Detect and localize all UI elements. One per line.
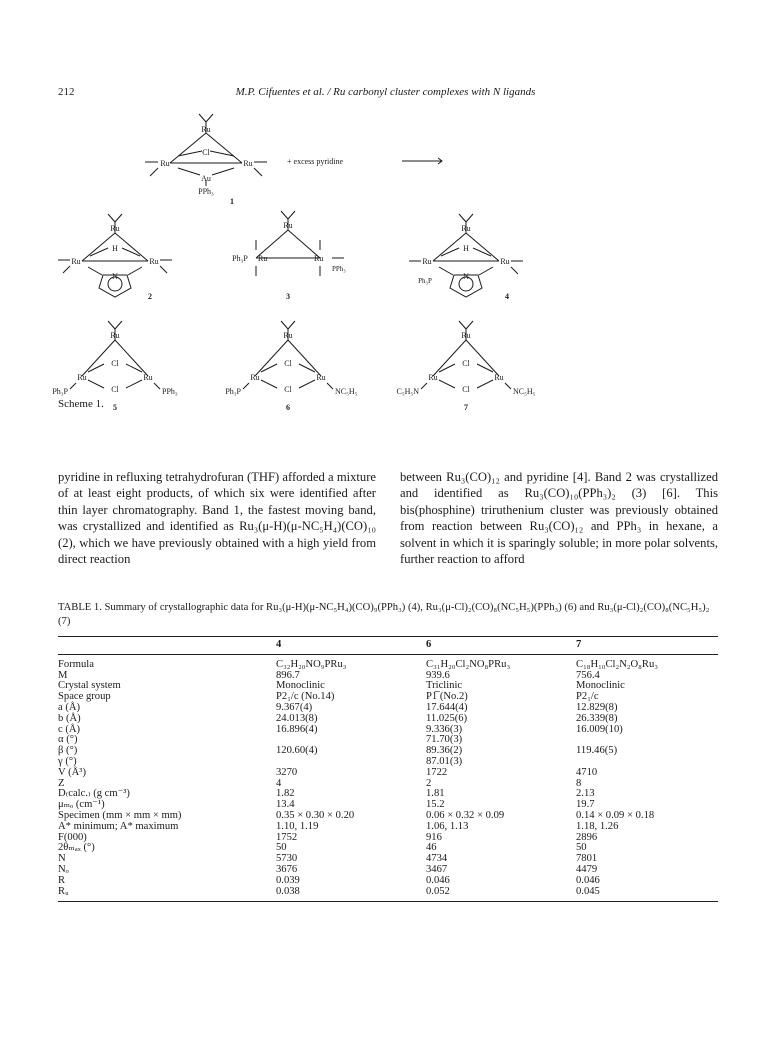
parameter-label-cell: α (°) <box>58 734 78 746</box>
parameter-value-cell: 87.01(3) <box>426 755 463 767</box>
parameter-value-cell: 4734 <box>426 853 448 865</box>
table-row <box>58 789 718 800</box>
ph3p-label: Ph₃P <box>52 387 68 396</box>
parameter-value-cell: 50 <box>276 842 287 854</box>
parameter-label-cell: b (Å) <box>58 712 81 724</box>
ru-atom-label: Ru <box>461 224 471 233</box>
table-row <box>58 692 718 703</box>
parameter-label-cell: Formula <box>58 658 94 670</box>
parameter-value-cell: 5730 <box>276 853 298 865</box>
ru-atom-label: Ru <box>143 373 153 382</box>
parameter-value-cell: 50 <box>576 842 587 854</box>
parameter-value-cell: 8 <box>576 777 582 789</box>
ru-atom-label: Ru <box>422 257 432 266</box>
parameter-label-cell: Nₒ <box>58 863 69 875</box>
parameter-value-cell: 2 <box>426 777 432 789</box>
parameter-label-cell: F(000) <box>58 831 87 843</box>
parameter-label-cell: A* minimum; A* maximum <box>58 820 179 832</box>
parameter-value-cell: C₁₈H₁₀Cl₂N₂O₈Ru₃ <box>576 658 658 670</box>
reagent-label: + excess pyridine <box>287 157 344 166</box>
parameter-value-cell: 7801 <box>576 853 598 865</box>
parameter-value-cell: 0.35 × 0.30 × 0.20 <box>276 809 355 821</box>
parameter-value-cell: 2.13 <box>576 788 595 800</box>
parameter-value-cell: 1722 <box>426 766 448 778</box>
c5h5n-label: C₅H₅N <box>396 387 419 396</box>
parameter-value-cell <box>576 757 718 768</box>
parameter-label-cell: c (Å) <box>58 723 81 735</box>
parameter-value-cell: 17.644(4) <box>426 701 468 713</box>
parameter-value-cell: 0.046 <box>426 874 450 886</box>
cl-atom-label: Cl <box>284 385 292 394</box>
table-row <box>58 833 718 844</box>
ru-atom-label: Ru <box>110 224 120 233</box>
parameter-value-cell: 46 <box>426 842 437 854</box>
parameter-value-cell: 0.06 × 0.32 × 0.09 <box>426 809 505 821</box>
parameter-value-cell: 13.4 <box>276 799 295 811</box>
page-number: 212 <box>58 86 75 98</box>
parameter-value-cell: 16.009(10) <box>576 723 623 735</box>
table-row <box>58 757 718 768</box>
parameter-value-cell: C₃₂H₂₀NO₉PRu₃ <box>276 658 347 670</box>
table-row <box>58 865 718 876</box>
parameter-value-cell: 4479 <box>576 863 598 875</box>
parameter-value-cell: 4710 <box>576 766 598 778</box>
parameter-value-cell: 9.367(4) <box>276 701 313 713</box>
ru-atom-label: Ru <box>428 373 438 382</box>
scheme-caption: Scheme 1. <box>58 398 104 410</box>
parameter-value-cell: 1.81 <box>426 788 445 800</box>
ru-atom-label: Ru <box>149 257 159 266</box>
table-row <box>58 887 718 902</box>
cl-atom-label: Cl <box>111 359 119 368</box>
parameter-value-cell: 1.10, 1.19 <box>276 820 319 832</box>
parameter-label-cell: Z <box>58 777 65 789</box>
table-row <box>58 654 718 670</box>
table-row <box>58 714 718 725</box>
table-row <box>58 735 718 746</box>
parameter-value-cell: P1̅ (No.2) <box>426 691 468 703</box>
nc5h5-label: NC₅H₅ <box>335 387 358 396</box>
parameter-value-cell: 12.829(8) <box>576 701 618 713</box>
parameter-label-cell: γ (°) <box>58 755 77 767</box>
pph3-label: PPh₃ <box>332 265 346 273</box>
parameter-value-cell: 896.7 <box>276 669 300 681</box>
parameter-value-cell: Monoclinic <box>576 680 625 692</box>
cl-atom-label: Cl <box>462 385 470 394</box>
ru-atom-label: Ru <box>316 373 326 382</box>
ru-atom-label: Ru <box>494 373 504 382</box>
pph3-label: PPh₃ <box>198 187 214 196</box>
parameter-value-cell: 2896 <box>576 831 598 843</box>
table-row <box>58 703 718 714</box>
parameter-value-cell: 939.6 <box>426 669 450 681</box>
ru-atom-label: Ru <box>250 373 260 382</box>
parameter-value-cell <box>276 757 426 768</box>
parameter-label-cell: Space group <box>58 691 111 703</box>
parameter-value-cell: 71.70(3) <box>426 734 463 746</box>
ru-atom-label: Ru <box>258 254 268 263</box>
parameter-value-cell: 24.013(8) <box>276 712 318 724</box>
ru-atom-label: Ru <box>243 159 253 168</box>
pph3-label: PPh₃ <box>162 387 178 396</box>
running-title: M.P. Cifuentes et al. / Ru carbonyl cluster complexes with N ligands <box>235 86 536 98</box>
parameter-label-cell: Crystal system <box>58 680 121 692</box>
ru-atom-label: Ru <box>461 331 471 340</box>
h-atom-label: H <box>112 244 118 253</box>
parameter-value-cell: 15.2 <box>426 799 445 811</box>
ru-atom-label: Ru <box>110 331 120 340</box>
parameter-value-cell: 3270 <box>276 766 298 778</box>
parameter-value-cell: 0.045 <box>576 887 718 902</box>
column-header <box>58 637 276 655</box>
scheme-diagram <box>0 0 779 420</box>
parameter-value-cell: C₃₁H₂₀Cl₂NO₈PRu₃ <box>426 658 511 670</box>
table-row <box>58 876 718 887</box>
parameter-value-cell: Triclinic <box>426 680 463 692</box>
parameter-value-cell: 1.18, 1.26 <box>576 820 619 832</box>
parameter-value-cell: 0.039 <box>276 874 300 886</box>
parameter-value-cell: 9.336(3) <box>426 723 463 735</box>
compound-number: 6 <box>286 403 290 412</box>
compound-number: 5 <box>113 403 117 412</box>
crystallographic-data-table <box>58 636 718 902</box>
nc5h5-label: NC₅H₅ <box>513 387 536 396</box>
parameter-value-cell: 4 <box>276 777 282 789</box>
ph3p-label: Ph₃P <box>225 387 241 396</box>
cl-atom-label: Cl <box>284 359 292 368</box>
ph3p-label: Ph₃P <box>418 277 432 285</box>
n-atom-label: N <box>463 272 469 281</box>
compound-number: 4 <box>505 292 509 301</box>
parameter-value-cell: Monoclinic <box>276 680 325 692</box>
parameter-value-cell: 89.36(2) <box>426 745 463 757</box>
parameter-label-cell: D₍calc.₎ (g cm⁻³) <box>58 788 130 800</box>
parameter-value-cell: 0.052 <box>426 887 576 902</box>
n-atom-label: N <box>112 272 118 281</box>
table-row <box>58 779 718 790</box>
parameter-value-cell: 11.025(6) <box>426 712 468 724</box>
body-text-right-column: between Ru₃(CO)₁₂ and pyridine [4]. Band 2 was crystallized and identified as Ru₃(CO)₁₀(PPh₃)₂ (3) [6]. This bis(phosphine) triruthenium cluster was previously obtained from reaction between Ru₃(CO)₁₂ and PPh₃ in hexane, a solvent in which it is sparingly soluble; in more polar solvents, further reaction to afford <box>400 470 718 567</box>
parameter-value-cell: 1.06, 1.13 <box>426 820 469 832</box>
ru-atom-label: Ru <box>71 257 81 266</box>
column-header: 7 <box>576 637 718 655</box>
au-atom-label: Au <box>201 174 211 183</box>
h-atom-label: H <box>463 244 469 253</box>
parameter-value-cell: 756.4 <box>576 669 600 681</box>
table-row <box>58 768 718 779</box>
ru-atom-label: Ru <box>77 373 87 382</box>
parameter-label-cell: 2θₘₐₓ (°) <box>58 842 95 854</box>
parameter-label-cell: R <box>58 874 66 886</box>
table-row <box>58 843 718 854</box>
table-row <box>58 725 718 736</box>
parameter-value-cell: 1.82 <box>276 788 295 800</box>
compound-number: 2 <box>148 292 152 301</box>
compound-number: 1 <box>230 197 234 206</box>
table-row <box>58 854 718 865</box>
table-row <box>58 822 718 833</box>
parameter-value-cell: 0.038 <box>276 887 426 902</box>
parameter-value-cell: 119.46(5) <box>576 745 618 757</box>
parameter-value-cell: 3467 <box>426 863 448 875</box>
ru-atom-label: Ru <box>283 221 293 230</box>
table-body <box>58 654 718 902</box>
parameter-label-cell: μₘₒ (cm⁻¹) <box>58 799 105 811</box>
parameter-value-cell: 19.7 <box>576 799 595 811</box>
ru-atom-label: Ru <box>160 159 170 168</box>
parameter-value-cell: 916 <box>426 831 442 843</box>
table-caption: TABLE 1. Summary of crystallographic data for Ru₃(μ-H)(μ-NC₅H₄)(CO)₉(PPh₃) (4), Ru₃(μ-Cl)₂(CO)₈(NC₅H₅)(PPh₃) (6) and Ru₃(μ-Cl)₂(CO)₈(NC₅H₅)₂ (7) <box>58 602 710 627</box>
ru-atom-label: Ru <box>500 257 510 266</box>
table-header-row <box>58 637 718 655</box>
parameter-label-cell: V (Å³) <box>58 766 86 778</box>
body-text-left-column: pyridine in refluxing tetrahydrofuran (THF) afforded a mixture of at least eight products, of which six were identified after thin layer chromatography. Band 1, the fastest moving band, was crystallized and identified as Ru₃(μ-H)(μ-NC₅H₄)(CO)₁₀ (2), which we have previously obtained with a high yield from direct reaction <box>58 470 376 567</box>
cl-atom-label: Cl <box>462 359 470 368</box>
column-header: 4 <box>276 637 426 655</box>
parameter-label-cell: β (°) <box>58 745 78 757</box>
table-row <box>58 746 718 757</box>
parameter-value-cell: P2₁/c (No.14) <box>276 691 335 703</box>
cl-atom-label: Cl <box>202 148 210 157</box>
ru-atom-label: Ru <box>283 331 293 340</box>
parameter-value-cell: 1752 <box>276 831 298 843</box>
parameter-label-cell: M <box>58 669 68 681</box>
ru-atom-label: Ru <box>201 125 211 134</box>
compound-number: 7 <box>464 403 468 412</box>
parameter-label-cell: Rᵤ <box>58 887 276 902</box>
parameter-value-cell: 26.339(8) <box>576 712 618 724</box>
compound-number: 3 <box>286 292 290 301</box>
column-header: 6 <box>426 637 576 655</box>
parameter-value-cell: 120.60(4) <box>276 745 318 757</box>
parameter-label-cell: a (Å) <box>58 701 81 713</box>
parameter-value-cell: 16.896(4) <box>276 723 318 735</box>
table-row <box>58 681 718 692</box>
parameter-value-cell: P2₁/c <box>576 691 599 703</box>
parameter-value-cell: 0.14 × 0.09 × 0.18 <box>576 809 655 821</box>
cl-atom-label: Cl <box>111 385 119 394</box>
parameter-value-cell: 3676 <box>276 863 298 875</box>
parameter-value-cell: 0.046 <box>576 874 600 886</box>
ph3p-label: Ph₃P <box>232 254 248 263</box>
ru-atom-label: Ru <box>314 254 324 263</box>
parameter-label-cell: N <box>58 853 66 865</box>
parameter-label-cell: Specimen (mm × mm × mm) <box>58 809 182 821</box>
